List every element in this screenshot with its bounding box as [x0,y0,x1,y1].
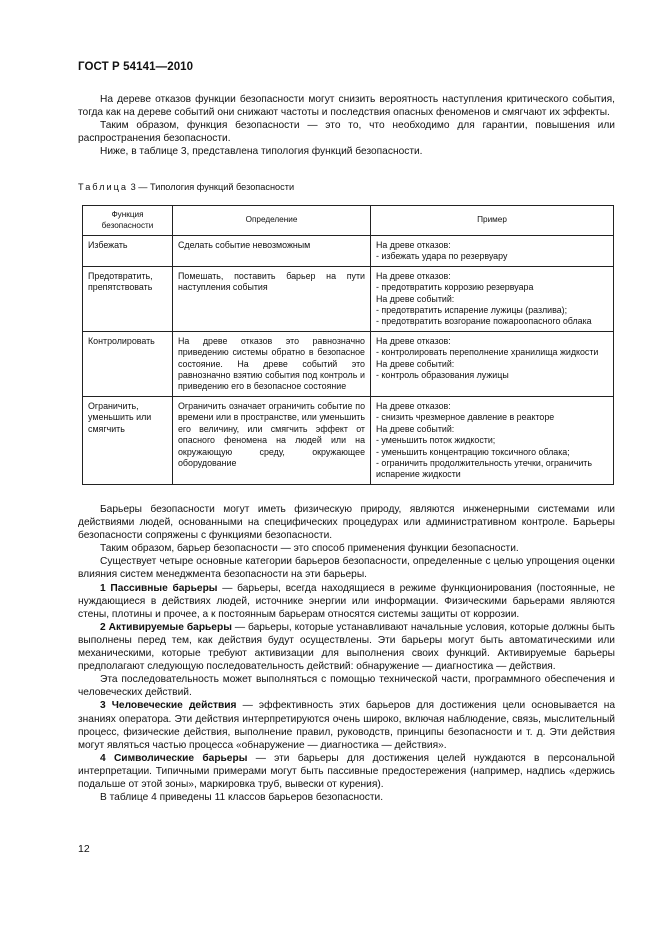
table-header-row [83,206,614,236]
example-line: - предотвратить возгорание пожароопасного облака [376,316,592,327]
paragraph [78,791,615,804]
example-cell [371,396,614,484]
function-cell: Избежать [83,236,173,267]
paragraph [78,542,615,555]
definition-cell: Помешать, поставить барьер на пути наступления события [173,266,371,331]
paragraph-lead: 4 Символические барьеры [100,752,248,764]
paragraph-lead: 3 Человеческие действия [100,700,237,712]
page-number: 12 [78,843,90,855]
table-row [83,266,614,331]
example-line: На древе событий: [376,293,455,304]
paragraph-text: — эффективность этих барьеров для достижения цели основывается на знаниях оператора. Эти действия интерпретируются очень широко, включая наблюдение, связь, мыслительный процесс, физические действия, выполнение правил, руководств, принципы безопасности и т. д. Эти действия могут являться частью процесса «обнаружение — диагностика — действия». [78,700,615,751]
example-line: - предотвратить коррозию резервуара [376,282,534,293]
example-cell [371,331,614,396]
example-line: - избежать удара по резервуару [376,251,508,262]
example-line: - уменьшить поток жидкости; [376,435,496,446]
example-line: На древе отказов: [376,240,451,250]
definition-cell: Сделать событие невозможным [173,236,371,267]
paragraph: Ниже, в таблице 3, представлена типология функций безопасности. [100,146,423,158]
paragraph-text: Барьеры безопасности могут иметь физическую природу, являются инженерными системами или действиями людей, основанными на специфических процедурах или административном контроле. Барьеры безопасности сопряжены с функциями безопасности. [78,504,615,542]
paragraph [78,673,615,699]
example-line: На древе событий: [376,358,455,369]
safety-functions-table [82,205,614,485]
caption-text: 3 — Типология функций безопасности [130,182,295,192]
example-line: - ограничить продолжительность утечки, ограничить испарение жидкости [376,457,592,480]
example-line: - контролировать переполнение хранилища жидкости [376,347,599,358]
paragraph-lead: 2 Активируемые барьеры [100,621,232,633]
paragraph [78,555,615,581]
example-line: - контроль образования лужицы [376,370,509,381]
paragraph-text: Таким образом, барьер безопасности — это способ применения функции безопасности. [100,543,519,555]
function-cell: Ограничить, уменьшить или смягчить [83,396,173,484]
function-cell: Предотвратить, препятствовать [83,266,173,331]
lower-text [78,503,615,804]
caption-label: Таблица [78,182,129,192]
paragraph-text: — барьеры, всегда находящиеся в режиме функционирования (постоянные, не нуждающиеся в действиях людей, источнике энергии или информации. Физическими барьерами являются стены, плотины и прочее, а к постоянным барьерам относятся системы защиты от коррозии. [78,582,616,620]
example-cell [371,236,614,267]
intro-text [78,93,615,158]
column-header: Функция безопасности [83,206,173,236]
paragraph-text: — барьеры, которые устанавливают начальные условия, которые должны быть выполнены перед тем, как действия будут осуществлены. Эти барьеры могут быть автоматическими или механическими, которые требуют активизации для выполнения своих функций. Активируемые барьеры предполагают следующую последовательность действий: обнаружение — диагностика — действия. [78,621,615,673]
table-row [83,396,614,484]
table-row [83,331,614,396]
paragraph-text: В таблице 4 приведены 11 классов барьеров безопасности. [100,792,384,804]
paragraph [78,621,615,673]
paragraph-lead: 1 Пассивные барьеры [100,582,218,594]
paragraph-text: Эта последовательность может выполняться с помощью технической части, программного обеспечения и человеческих действий. [78,674,615,699]
paragraph [78,752,615,791]
definition-cell: Ограничить означает ограничить событие по времени или в пространстве, или уменьшить его величину, или смягчить эффект от опасного феномена на людей или на окружающую среду, окружающее оборудование [173,396,371,484]
paragraph-text: — эти барьеры для достижения целей нуждаются в персональной интерпретации. Типичными примерами могут быть пассивные предостережения (например, надпись «держись подальше от этой зоны», маркировка труб, вывески от курения). [78,752,615,790]
definition-cell: На древе отказов это равнозначно приведению системы обратно в безопасное состояние. На древе событий это равнозначно взятию события под контроль и приведению его в безопасное состояние [173,331,371,396]
function-cell: Контролировать [83,331,173,396]
example-line: На древе событий: [376,423,455,434]
example-line: - предотвратить испарение лужицы (разлива); [376,305,568,316]
column-header: Пример [371,206,614,236]
paragraph: Таким образом, функция безопасности — это то, что необходимо для гарантии, повышения или распространения безопасности. [78,120,615,145]
paragraph [78,699,615,751]
example-cell [371,266,614,331]
table-caption [78,182,294,192]
column-header: Определение [173,206,371,236]
example-line: - уменьшить концентрацию токсичного облака; [376,446,570,457]
paragraph-text: Существует четыре основные категории барьеров безопасности, определенные с целью упрощения оценки влияния систем менеджмента безопасности на эти барьеры. [78,556,615,581]
example-line: - снизить чрезмерное давление в реакторе [376,412,555,423]
paragraph [78,582,615,621]
example-line: На древе отказов: [376,335,451,346]
example-line: На древе отказов: [376,400,451,411]
document-header: ГОСТ Р 54141—2010 [78,61,194,73]
paragraph: На дереве отказов функции безопасности могут снизить вероятность наступления критического события, тогда как на дереве событий они снижают частоты и последствия опасных феноменов и смягчают их эффекты. [78,94,615,119]
table-row [83,236,614,267]
example-line: На древе отказов: [376,270,451,281]
paragraph [78,503,615,542]
